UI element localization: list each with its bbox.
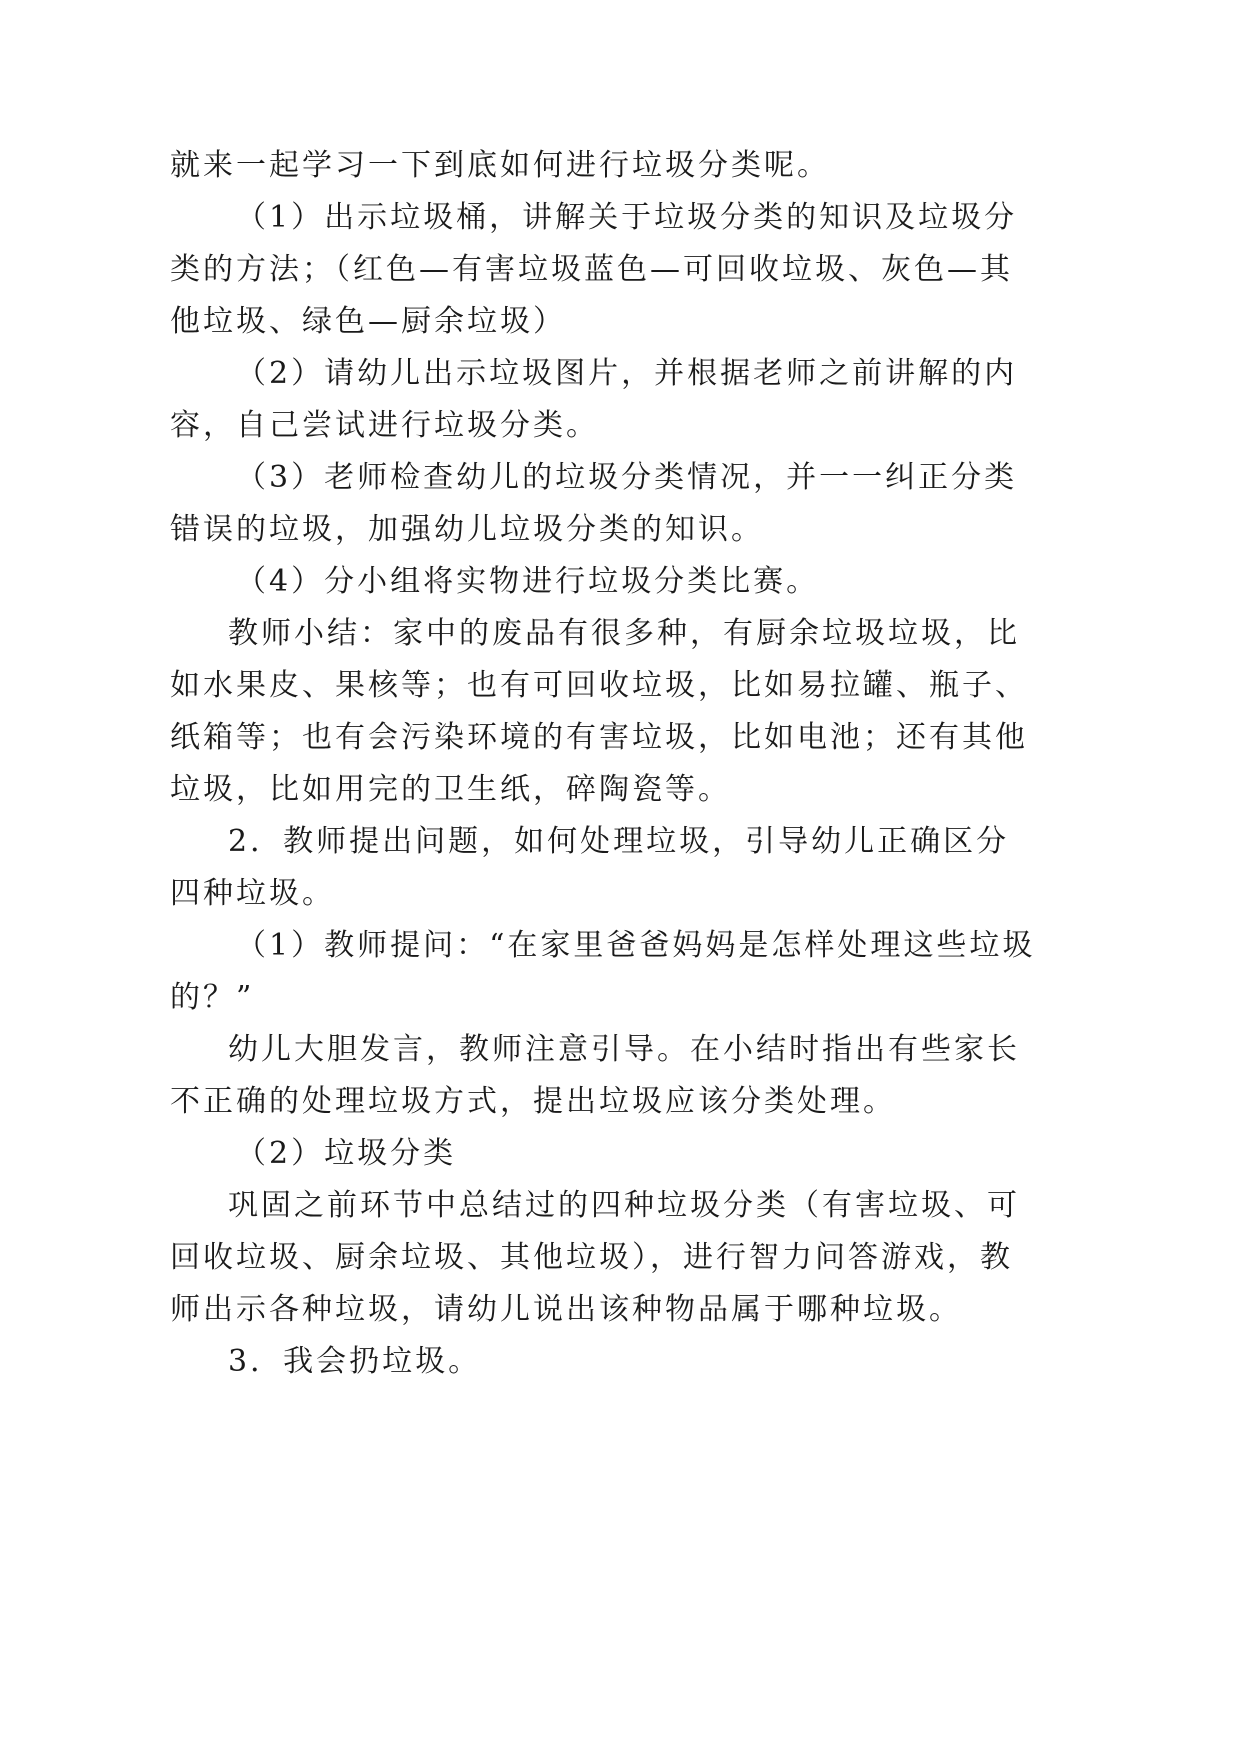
text-line: 类的方法；（红色—有害垃圾蓝色—可回收垃圾、灰色—其 <box>170 252 1013 287</box>
text-line: 教师小结：家中的废品有很多种，有厨余垃圾垃圾，比 <box>228 616 1020 651</box>
text-line: 3．我会扔垃圾。 <box>228 1344 482 1379</box>
text-line: 如水果皮、果核等；也有可回收垃圾，比如易拉罐、瓶子、 <box>170 668 1028 703</box>
text-line: 巩固之前环节中总结过的四种垃圾分类（有害垃圾、可 <box>228 1188 1020 1223</box>
text-line: 四种垃圾。 <box>170 876 335 911</box>
text-line: 幼儿大胆发言，教师注意引导。在小结时指出有些家长 <box>228 1032 1020 1067</box>
text-line: 就来一起学习一下到底如何进行垃圾分类呢。 <box>170 148 830 183</box>
text-line: 不正确的处理垃圾方式，提出垃圾应该分类处理。 <box>170 1084 896 1119</box>
text-line: （4）分小组将实物进行垃圾分类比赛。 <box>236 564 820 599</box>
text-line: 师出示各种垃圾，请幼儿说出该种物品属于哪种垃圾。 <box>170 1292 962 1327</box>
text-line: 错误的垃圾，加强幼儿垃圾分类的知识。 <box>170 512 764 547</box>
text-line: （1）出示垃圾桶，讲解关于垃圾分类的知识及垃圾分 <box>236 200 1018 235</box>
text-line: （1）教师提问：“在家里爸爸妈妈是怎样处理这些垃圾 <box>236 928 1036 963</box>
text-line: 垃圾，比如用完的卫生纸，碎陶瓷等。 <box>170 772 731 807</box>
text-line: 他垃圾、绿色—厨余垃圾） <box>170 304 566 339</box>
text-line: 2．教师提出问题，如何处理垃圾，引导幼儿正确区分 <box>228 824 1010 859</box>
text-line: 纸箱等；也有会污染环境的有害垃圾，比如电池；还有其他 <box>170 720 1028 755</box>
text-line: 的？” <box>170 980 255 1015</box>
text-line: 容，自己尝试进行垃圾分类。 <box>170 408 599 443</box>
text-line: 回收垃圾、厨余垃圾、其他垃圾），进行智力问答游戏，教 <box>170 1240 1013 1275</box>
text-line: （2）垃圾分类 <box>236 1136 457 1171</box>
text-line: （3）老师检查幼儿的垃圾分类情况，并一一纠正分类 <box>236 460 1018 495</box>
text-line: （2）请幼儿出示垃圾图片，并根据老师之前讲解的内 <box>236 356 1018 391</box>
